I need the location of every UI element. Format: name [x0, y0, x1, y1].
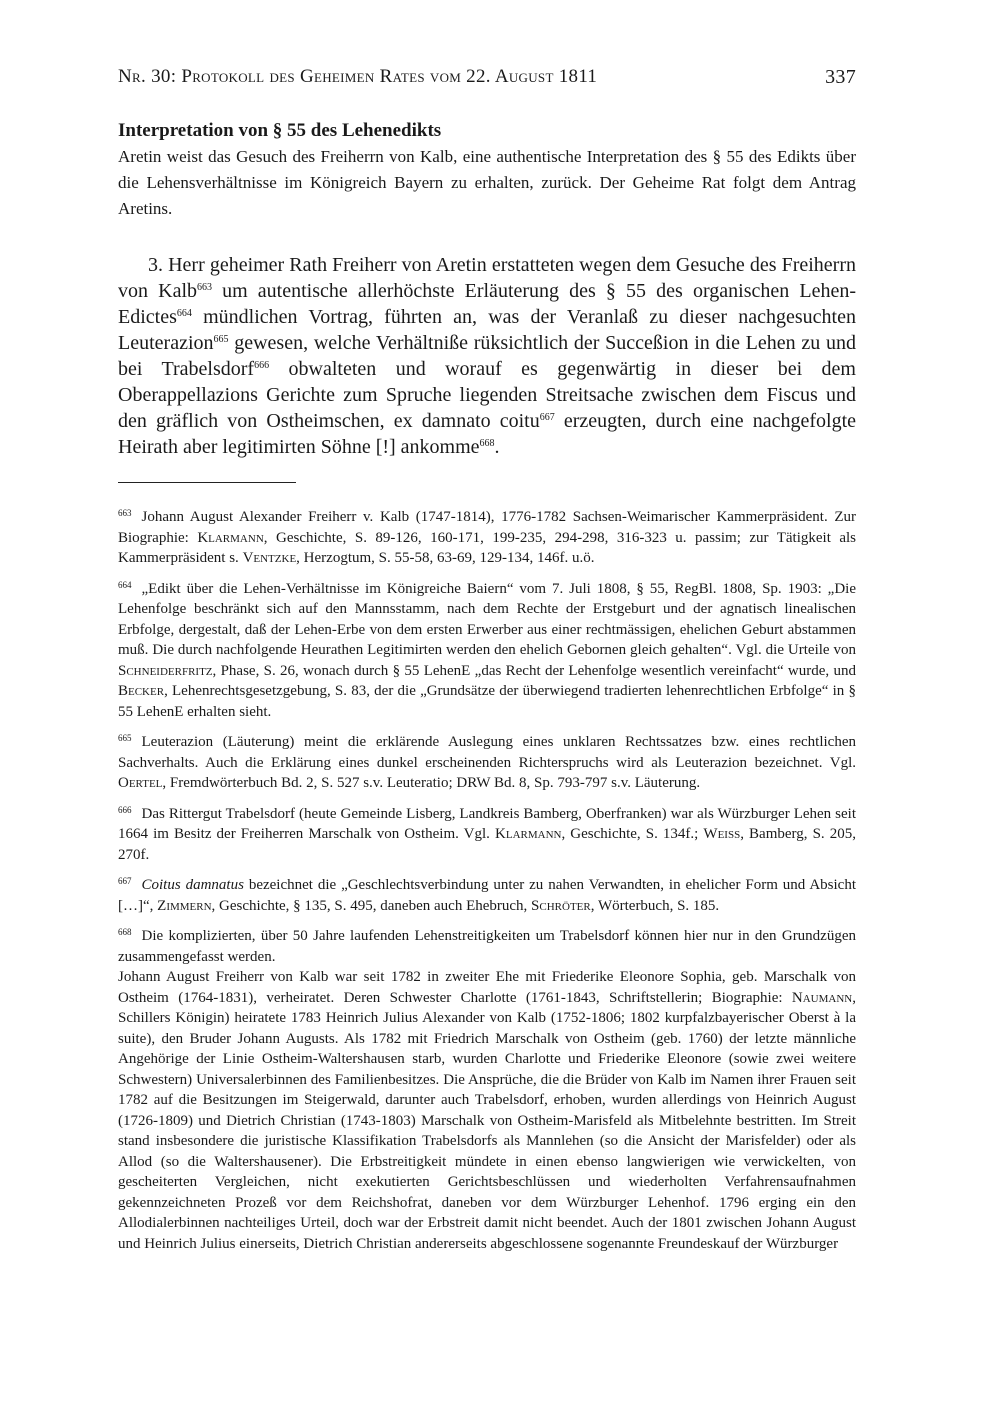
footnote-number: 667: [118, 876, 132, 886]
footnote-667: [118, 871, 856, 916]
footnote-separator: [118, 482, 296, 483]
footnote-text: , Wörterbuch, S. 185.: [590, 897, 720, 914]
footnote-text: , Schillers Königin) heiratete 1783 Heinrich Julius Alexander von Kalb (1752-1806; 1802 kurpfalzbayerischer Oberst à la suite), den Bruder Johann Augusts. Als 1782 mit Friedrich Marschalk von Ostheim (geb. 1760) der letzte männliche Angehörige der Linie Ostheim-Waltershausen starb, wurden Charlotte und Friederike Eleonore (sowie zwei weitere Schwestern) Universalerbinnen des Familienbesitzes. Die Ansprüche, die die Brüder von Kalb im Namen ihrer Frauen seit 1782 auf die Besitzungen im Steigerwald, darunter auch Trabelsdorf, erhoben, wurden allerdings von Heinrich August (1726-1809) und Dietrich Christian (1743-1803) Marschalk von Ostheim-Marisfeld als Mitbelehnte bestritten. Im Streit stand insbesondere die juristische Klassifikation Trabelsdorfs als Mannlehen (so die Ansicht der Marisfelder) oder als Allod (so die Waltershausener). Die Erbstreitigkeit mündete in einen ebenso langwierigen wie verwickelten, von gescheiterten Vergleichen, nicht exekutierten Gerichtsbeschlüssen und wiederholten Verfahrensaufnahmen gekennzeichneten Prozeß vor dem Reichshofrat, daneben vor dem Würzburger Lehenhof. 1796 erging ein den Allodialerbinnen nachteiliges Urteil, doch war der Erbstreit damit nicht beendet. Auch der 1801 zwischen Johann August und Heinrich Julius einerseits, Dietrich Christian andererseits abgeschlossene sogenannte Freundeskauf der Würzburger: [118, 989, 856, 1252]
footnote-number: 666: [118, 804, 132, 815]
footnote-665: [118, 728, 856, 794]
paragraph-text: 3. Herr geheimer Rath Freiherr von Aretin erstatteten wegen dem Gesuche des Freiherrn von Kalb: [118, 254, 856, 302]
paragraph-text: .: [494, 436, 500, 458]
footnote-text: , Bamberg, S. 205, 270f.: [118, 826, 856, 863]
paragraph-text: gewesen, welche Verhältniße rüksichtlich der Succeßion in die Lehen zu und bei Trabelsdorf: [118, 332, 856, 380]
footnote-666: [118, 800, 856, 866]
footnote-ref-668[interactable]: 668: [479, 438, 495, 449]
author-name: Naumann: [791, 989, 853, 1006]
footnote-number: 668: [118, 927, 132, 937]
author-name: Klarmann: [495, 826, 562, 842]
footnote-text: Johann August Freiherr von Kalb war seit 1782 in zweiter Ehe mit Friederike Eleonore Sophia, geb. Marschalk von Ostheim (1764-1831), verheiratet. Deren Schwester Charlotte (1761-1843, Schriftstellerin; Biographie:: [118, 969, 856, 1006]
footnote-664: [118, 575, 856, 723]
author-name: Schneiderfritz: [118, 662, 213, 679]
paragraph-text: erzeugten, durch eine nachgefolgte Heirath aber legitimirten Söhne [!] ankomme: [118, 410, 857, 458]
footnote-number: 665: [118, 733, 132, 743]
author-name: Ventzke: [242, 550, 297, 566]
footnote-text: Die komplizierten, über 50 Jahre laufenden Lehenstreitigkeiten um Trabelsdorf können hier nur in den Grundzügen zusammengefasst werden.: [118, 928, 856, 965]
running-head-title: Nr. 30: Protokoll des Geheimen Rates vom 22. August 1811: [118, 66, 598, 87]
footnote-668-continuation: [118, 967, 856, 1254]
running-head: [118, 66, 856, 94]
author-name: Schröter: [531, 897, 591, 914]
paragraph-text: mündlichen Vortrag, führten an, was der Veranlaß zu dieser nachgesuchten Leuterazion: [118, 306, 856, 354]
footnote-text: , Geschichte, S. 89-126, 160-171, 199-235, 294-298, 316-323 u. passim; zur Tätigkeit als Kammerpräsident s.: [118, 529, 857, 566]
footnote-text: , Lehenrechtsgesetzgebung, S. 83, der die „Grundsätze der überwiegend tradierten lehenrechtlichen Erbfolge“ in § 55 LehenE erhalten sieht.: [118, 683, 856, 720]
footnote-text: , Phase, S. 26, wonach durch § 55 LehenE „das Recht der Lehenfolge wesentlich vereinfacht“ wurde, und: [212, 662, 856, 679]
protocol-paragraph: [118, 252, 856, 460]
page-number: 337: [825, 66, 856, 88]
footnote-ref-667[interactable]: 667: [539, 412, 555, 423]
author-name: Klarmann: [197, 529, 264, 546]
page-content: [118, 118, 856, 1254]
footnote-ref-664[interactable]: 664: [176, 308, 192, 319]
footnote-text: „Edikt über die Lehen-Verhältnisse im Königreiche Baiern“ vom 7. Juli 1808, § 55, RegBl. 1808, Sp. 1903: „Die Lehenfolge beschränkt sich auf den Mannsstamm, nach dem Rechte der Erstgeburt und der agnatisch linealischen Erbfolge, dergestalt, daß der Lehen-Erbe von dem ersten Erwerber aus einer rechtmässigen, ehelichen Geburt abstammen muß. Die durch nachfolgende Heurathen Legitimirten werden den ehelich Gebornen gleich gehalten“. Vgl. die Urteile von: [118, 580, 856, 658]
footnote-ref-663[interactable]: 663: [197, 282, 212, 293]
section-heading: Interpretation von § 55 des Lehenedikts: [118, 120, 442, 141]
latin-term: Coitus damnatus: [141, 877, 244, 893]
footnote-ref-665[interactable]: 665: [213, 334, 229, 345]
footnote-text: , Fremdwörterbuch Bd. 2, S. 527 s.v. Leuteratio; DRW Bd. 8, Sp. 793-797 s.v. Läuterung.: [162, 775, 701, 791]
footnote-text: Johann August Alexander Freiherr v. Kalb (1747-1814), 1776-1782 Sachsen-Weimarischer Kammerpräsident. Zur Biographie:: [118, 509, 856, 546]
footnote-text: bezeichnet die „Geschlechtsverbindung unter zu nahen Verwandten, in ehelicher Form und Absicht […]“,: [118, 877, 857, 914]
author-name: Weiss: [703, 826, 741, 842]
author-name: Oertel: [118, 775, 163, 791]
section-summary: Aretin weist das Gesuch des Freiherrn von Kalb, eine authentische Interpretation des § 55 des Edikts über die Lehensverhältnisse im Königreich Bayern zu erhalten, zurück. Der Geheime Rat folgt dem Antrag Aretins.: [118, 147, 856, 218]
author-name: Becker: [118, 683, 165, 699]
paragraph-text: obwalteten und worauf es gegenwärtig in dieser bei dem Oberappellazions Gerichte zum Spruche liegenden Streitsache zwischen dem Fiscus und den gräflich von Ostheimschen, ex damnato coitu: [118, 358, 856, 432]
footnote-text: Leuterazion (Läuterung) meint die erklärende Auslegung eines unklaren Rechtssatzes bzw. eines rechtlichen Sachverhalts. Auch die Erklärung eines dunkel erscheinenden Richterspruchs wird als Leuterazion bezeichnet. Vgl.: [118, 734, 856, 771]
footnote-text: Das Rittergut Trabelsdorf (heute Gemeinde Lisberg, Landkreis Bamberg, Oberfranken) war als Würzburger Lehen seit 1664 im Besitz der Freiherren Marschalk von Ostheim. Vgl.: [118, 805, 856, 842]
footnote-text: , Herzogtum, S. 55-58, 63-69, 129-134, 146f. u.ö.: [296, 550, 595, 566]
footnote-ref-666[interactable]: 666: [254, 360, 270, 371]
footnote-text: , Geschichte, § 135, S. 495, daneben auch Ehebruch,: [211, 897, 532, 914]
paragraph-text: um autentische allerhöchste Erläuterung des § 55 des organischen Lehen-Edictes: [118, 280, 856, 328]
footnote-number: 663: [118, 508, 132, 518]
author-name: Zimmern: [157, 897, 212, 914]
footnote-663: [118, 503, 856, 569]
footnote-text: , Geschichte, S. 134f.;: [561, 826, 704, 842]
footnote-668: [118, 922, 856, 967]
footnote-number: 664: [118, 579, 132, 590]
